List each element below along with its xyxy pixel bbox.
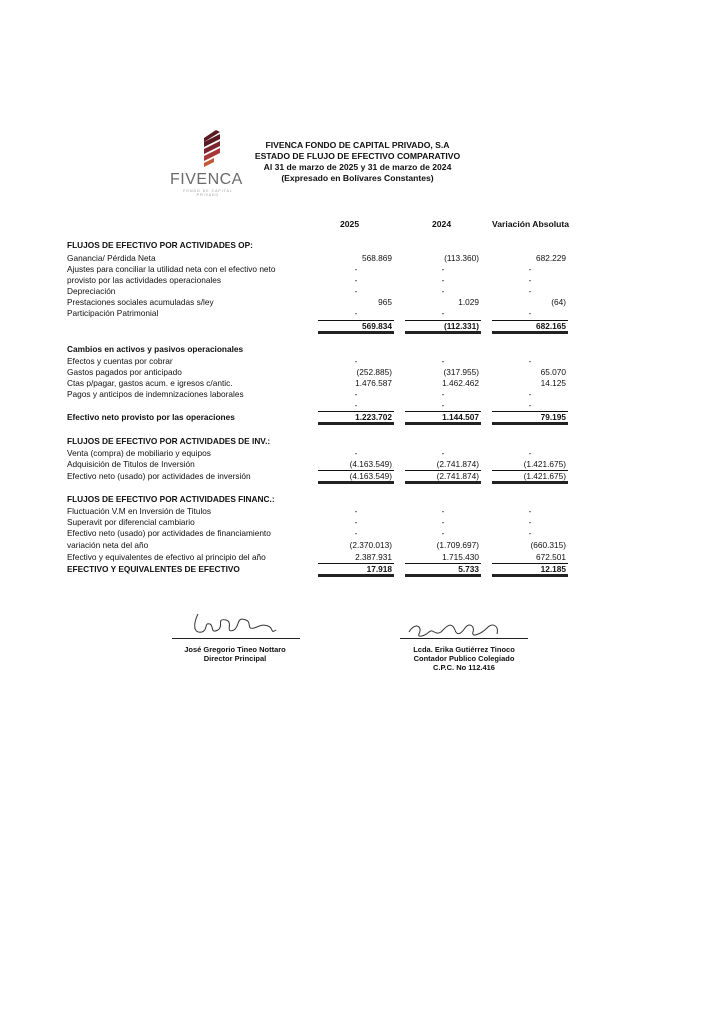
total-double-line (405, 481, 481, 484)
statement-row (67, 517, 587, 528)
statement-row (67, 494, 587, 505)
total-double-line (318, 481, 394, 484)
statement-row (67, 253, 587, 264)
row-label: Ctas p/pagar, gastos acum. e igresos c/antic. (67, 378, 233, 388)
row-value-variación-absoluta: 65.070 (540, 367, 566, 377)
row-value-variación-absoluta: 14.125 (540, 378, 566, 388)
total-double-line (492, 422, 568, 425)
row-value-2025: - (354, 286, 358, 296)
column-header-variation: Variación Absoluta (492, 219, 570, 229)
signature-director (160, 645, 310, 663)
statement-row (67, 528, 587, 539)
signature-line-director (172, 638, 300, 639)
statement-row (67, 240, 587, 251)
row-value-variación-absoluta: (1.421.675) (523, 459, 566, 469)
row-value-variación-absoluta: - (528, 506, 532, 516)
row-value-2024: - (441, 275, 445, 285)
row-value-2025: - (354, 400, 358, 410)
subtotal-line (405, 320, 481, 321)
signature-accountant-icon (405, 616, 505, 640)
subtotal-line (318, 563, 394, 564)
row-value-2025: - (354, 264, 358, 274)
row-label: Cambios en activos y pasivos operacionales (67, 344, 244, 354)
row-value-variación-absoluta: - (528, 528, 532, 538)
row-value-2025: 965 (378, 297, 392, 307)
statement-row (67, 344, 587, 355)
row-value-2024: - (441, 448, 445, 458)
row-value-2025: 1.476.587 (355, 378, 392, 388)
row-value-variación-absoluta: - (528, 517, 532, 527)
row-value-2025: - (354, 308, 358, 318)
report-title: ESTADO DE FLUJO DE EFECTIVO COMPARATIVO (254, 151, 461, 161)
row-label: Ajustes para conciliar la utilidad neta con el efectivo neto (67, 264, 276, 274)
row-value-2025: - (354, 275, 358, 285)
column-header-2025: 2025 (340, 219, 360, 229)
row-value-2024: - (441, 356, 445, 366)
row-value-2025: (4.163.549) (349, 459, 392, 469)
report-currency: (Expresado en Bolívares Constantes) (281, 173, 434, 183)
row-value-2025: 17.918 (366, 564, 392, 574)
row-value-2024: - (441, 286, 445, 296)
row-label: Venta (compra) de mobiliario y equipos (67, 448, 211, 458)
logo-stripes-icon (196, 130, 226, 170)
row-label: Depreciación (67, 286, 116, 296)
accountant-id: C.P.C. No 112.416 (433, 663, 495, 672)
subtotal-line (405, 470, 481, 471)
subtotal-line (405, 411, 481, 412)
row-value-2025: - (354, 506, 358, 516)
statement-row (67, 506, 587, 517)
row-label: Adquisición de Titulos de Inversión (67, 459, 195, 469)
row-value-2024: (2.741.874) (436, 471, 479, 481)
row-value-2024: 1.462.462 (442, 378, 479, 388)
subtotal-line (492, 470, 568, 471)
report-period: Al 31 de marzo de 2025 y 31 de marzo de 2024 (263, 162, 452, 172)
total-double-line (318, 422, 394, 425)
statement-row (67, 297, 587, 308)
column-header-2024: 2024 (432, 219, 452, 229)
row-value-variación-absoluta: - (528, 400, 532, 410)
row-label: Ganancia/ Pérdida Neta (67, 253, 156, 263)
report-header (240, 140, 475, 184)
row-value-2025: 568.869 (362, 253, 392, 263)
row-value-2024: - (441, 389, 445, 399)
row-value-variación-absoluta: 672.501 (536, 552, 566, 562)
row-value-variación-absoluta: - (528, 308, 532, 318)
row-value-2024: - (441, 528, 445, 538)
row-value-variación-absoluta: 682.229 (536, 253, 566, 263)
statement-row (67, 400, 587, 411)
subtotal-line (492, 411, 568, 412)
accountant-name: Lcda. Erika Gutiérrez Tinoco (413, 645, 515, 654)
row-label: variación neta del año (67, 540, 149, 550)
row-value-2024: - (441, 400, 445, 410)
row-value-2024: (1.709.697) (436, 540, 479, 550)
row-value-2025: (2.370.013) (349, 540, 392, 550)
row-value-2025: - (354, 389, 358, 399)
row-value-2024: (113.360) (444, 253, 479, 263)
subtotal-line (318, 320, 394, 321)
row-label: Efectivo neto (usado) por actividades de inversión (67, 471, 251, 481)
row-label: EFECTIVO Y EQUIVALENTES DE EFECTIVO (67, 564, 240, 574)
subtotal-line (318, 411, 394, 412)
row-label: provisto por las actividades operacionales (67, 275, 222, 285)
total-double-line (318, 574, 394, 577)
row-value-2024: - (441, 264, 445, 274)
total-double-line (492, 331, 568, 334)
row-value-variación-absoluta: (1.421.675) (523, 471, 566, 481)
total-double-line (492, 574, 568, 577)
statement-row (67, 378, 587, 389)
director-title: Director Principal (203, 654, 267, 663)
row-value-variación-absoluta: 682.165 (536, 321, 566, 331)
statement-row (67, 540, 587, 551)
row-value-2024: 5.733 (458, 564, 479, 574)
row-value-2024: 1.144.507 (442, 412, 479, 422)
statement-row (67, 356, 587, 367)
subtotal-line (492, 320, 568, 321)
statement-row (67, 389, 587, 400)
row-label: Efectivo neto (usado) por actividades de financiamiento (67, 528, 271, 538)
signature-accountant (386, 645, 542, 672)
row-value-2025: (252.885) (356, 367, 392, 377)
row-value-2025: 569.834 (362, 321, 392, 331)
row-value-2024: (112.331) (443, 321, 479, 331)
statement-row (67, 264, 587, 275)
row-value-2025: - (354, 448, 358, 458)
statement-row (67, 286, 587, 297)
row-value-variación-absoluta: - (528, 286, 532, 296)
row-value-2025: (4.163.549) (349, 471, 392, 481)
row-value-2025: - (354, 356, 358, 366)
row-value-2025: - (354, 528, 358, 538)
statement-row (67, 459, 587, 470)
signature-director-icon (190, 608, 280, 640)
row-value-variación-absoluta: (64) (551, 297, 566, 307)
row-value-2024: 1.029 (458, 297, 479, 307)
row-value-2024: - (441, 308, 445, 318)
row-value-2024: - (441, 517, 445, 527)
statement-row (67, 367, 587, 378)
accountant-title: Contador Publico Colegiado (413, 654, 515, 663)
subtotal-line (318, 470, 394, 471)
row-value-variación-absoluta: - (528, 356, 532, 366)
subtotal-line (492, 563, 568, 564)
total-double-line (318, 331, 394, 334)
row-value-2024: (2.741.874) (436, 459, 479, 469)
total-double-line (405, 574, 481, 577)
statement-row (67, 275, 587, 286)
row-value-2024: (317.955) (443, 367, 479, 377)
row-label: Superavit por diferencial cambiario (67, 517, 195, 527)
total-double-line (492, 481, 568, 484)
signature-line-accountant (400, 638, 528, 639)
row-value-variación-absoluta: - (528, 264, 532, 274)
row-value-2025: 1.223.702 (355, 412, 392, 422)
logo-tagline: FONDO DE CAPITAL PRIVADO (183, 189, 233, 197)
subtotal-line (405, 563, 481, 564)
row-value-2025: - (354, 517, 358, 527)
total-double-line (405, 331, 481, 334)
row-label: Efectivo y equivalentes de efectivo al principio del año (67, 552, 266, 562)
row-value-2025: 2.387.931 (355, 552, 392, 562)
company-name: FIVENCA FONDO DE CAPITAL PRIVADO, S.A (265, 140, 450, 150)
row-value-variación-absoluta: (660.315) (530, 540, 566, 550)
row-value-variación-absoluta: - (528, 389, 532, 399)
total-double-line (405, 422, 481, 425)
row-label: FLUJOS DE EFECTIVO POR ACTIVIDADES DE INV.: (67, 436, 271, 446)
row-label: FLUJOS DE EFECTIVO POR ACTIVIDADES FINANC.: (67, 494, 275, 504)
row-value-variación-absoluta: - (528, 448, 532, 458)
fivenca-logo (168, 130, 248, 200)
statement-row (67, 448, 587, 459)
row-label: Gastos pagados por anticipado (67, 367, 182, 377)
statement-row (67, 436, 587, 447)
row-value-2024: 1.715.430 (442, 552, 479, 562)
row-label: Efectivo neto provisto por las operaciones (67, 412, 235, 422)
statement-row (67, 308, 587, 319)
row-label: Efectos y cuentas por cobrar (67, 356, 173, 366)
statement-row (67, 552, 587, 563)
logo-wordmark: FIVENCA (170, 171, 243, 188)
row-value-2024: - (441, 506, 445, 516)
row-label: Participación Patrimonial (67, 308, 159, 318)
row-value-variación-absoluta: - (528, 275, 532, 285)
row-value-variación-absoluta: 79.195 (540, 412, 566, 422)
row-label: Pagos y anticipos de indemnizaciones laborales (67, 389, 244, 399)
row-label: Fluctuación V.M en Inversión de Titulos (67, 506, 212, 516)
row-value-variación-absoluta: 12.185 (540, 564, 566, 574)
director-name: José Gregorio Tineo Nottaro (184, 645, 286, 654)
row-label: Prestaciones sociales acumuladas s/ley (67, 297, 214, 307)
row-label: FLUJOS DE EFECTIVO POR ACTIVIDADES OP: (67, 240, 253, 250)
